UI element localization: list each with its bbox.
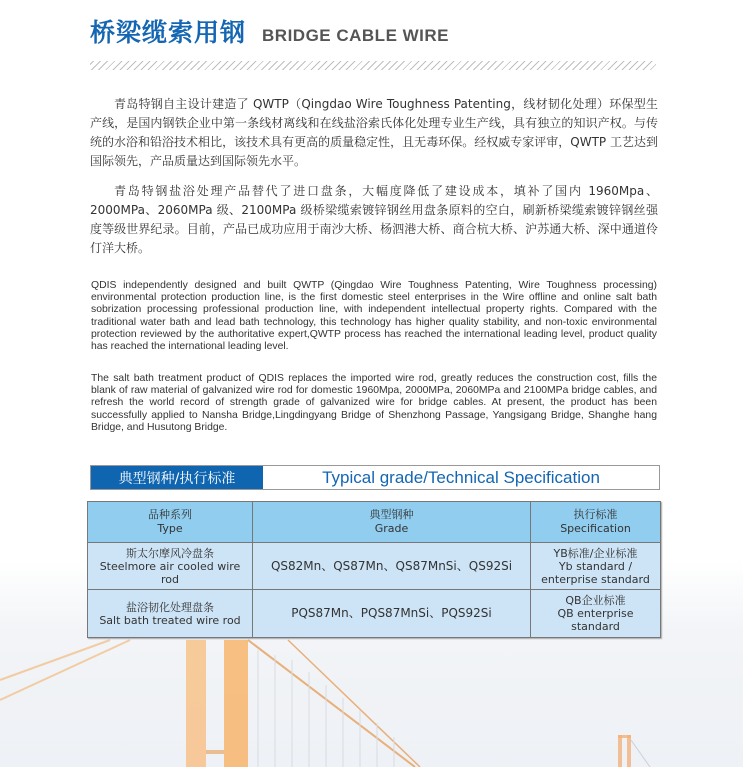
page-title-cn: 桥梁缆索用钢 xyxy=(90,18,247,47)
table-row xyxy=(88,543,661,590)
grade-specification-table xyxy=(87,501,661,638)
en-paragraph-2: The salt bath treatment product of QDIS replaces the imported wire rod, greatly reduces the construction cost, fills the blank of raw material of galvanized wire rod for domestic 1960Mpa, 2000MPa, 2060MPa and 2100MPa bridge cables, and refresh the world record of strength grade of galvanized wire for bridge cables. At present, the product has been successfully applied to Nansha Bridge,Lingdingyang Bridge of Shenzhong Passage, Yangsigang Bridge, Shanghe hang Bridge, and Husutong Bridge. xyxy=(91,373,657,433)
cn-paragraph-1: 青岛特钢自主设计建造了 QWTP（Qingdao Wire Toughness Patenting，线材韧化处理）环保型生产线，是国内钢铁企业中第一条线材离线和在线盐浴索氏体化处理专业生产线，具有独立的知识产权。与传统的水浴和铅浴技术相比，该技术具有更高的质量稳定性，且无毒环保。经权威专家评审，QWTP 工艺达到国际领先，产品质量达到国际领先水平。 xyxy=(90,97,658,168)
page-header xyxy=(90,14,449,48)
section-heading-cn: 典型钢种/执行标准 xyxy=(91,466,263,489)
cell-grade: QS82Mn、QS87Mn、QS87MnSi、QS92Si xyxy=(253,543,531,590)
column-header-cn: 典型钢种 xyxy=(369,508,414,521)
spec-line: enterprise standard xyxy=(541,572,650,586)
column-header-cn: 执行标准 xyxy=(573,508,618,521)
spec-line: YB标准/企业标准 xyxy=(553,546,638,560)
spec-line: Yb standard / xyxy=(558,559,633,573)
type-en: Steelmore air cooled wire rod xyxy=(99,559,241,586)
column-header-specification xyxy=(531,502,661,543)
cn-paragraph-2: 青岛特钢盐浴处理产品替代了进口盘条，大幅度降低了建设成本，填补了国内 1960Mpa、2000MPa、2060MPa 级、2100MPa 级桥梁缆索镀锌钢丝用盘条原料的空白，刷新桥梁缆索镀锌钢丝强度等级世界纪录。目前，产品已成功应用于南沙大桥、杨泗港大桥、商合杭大桥、沪苏通大桥、深中通道伶仃洋大桥。 xyxy=(90,184,658,255)
column-header-en: Grade xyxy=(374,522,409,535)
column-header-en: Specification xyxy=(560,522,631,535)
table-row xyxy=(88,590,661,638)
type-en: Salt bath treated wire rod xyxy=(99,613,241,627)
cell-specification xyxy=(531,543,661,590)
column-header-grade xyxy=(253,502,531,543)
cell-type xyxy=(88,543,253,590)
section-heading-bar xyxy=(90,465,660,490)
column-header-en: Type xyxy=(157,522,183,535)
hatched-divider xyxy=(90,61,656,70)
spec-line: QB企业标准 xyxy=(565,594,626,607)
en-paragraph-1: QDIS independently designed and built QWTP (Qingdao Wire Toughness Patenting, Wire Toughness processing) environmental protection production line, is the first domestic steel enterprises in the Wire offline and online salt bath sobrization processing professional production line, with independent intellectual property rights. Compared with the traditional water bath and lead bath technology, this technology has higher quality stability, and non-toxic environmental protection reviewed by the authoritative expert,QWTP process has reached the international leading level, product quality has reached the international leading level. xyxy=(91,280,657,353)
column-header-cn: 品种系列 xyxy=(148,508,192,521)
table-header-row xyxy=(88,502,661,543)
spec-line: QB enterprise standard xyxy=(557,607,634,633)
section-heading-en: Typical grade/Technical Specification xyxy=(263,466,659,489)
type-cn: 盐浴韧化处理盘条 xyxy=(126,600,214,614)
column-header-type xyxy=(88,502,253,543)
cell-type xyxy=(88,590,253,638)
cell-grade: PQS87Mn、PQS87MnSi、PQS92Si xyxy=(253,590,531,638)
type-cn: 斯太尔摩风冷盘条 xyxy=(126,546,214,560)
cell-specification xyxy=(531,590,661,638)
page-title-en: BRIDGE CABLE WIRE xyxy=(262,26,450,45)
